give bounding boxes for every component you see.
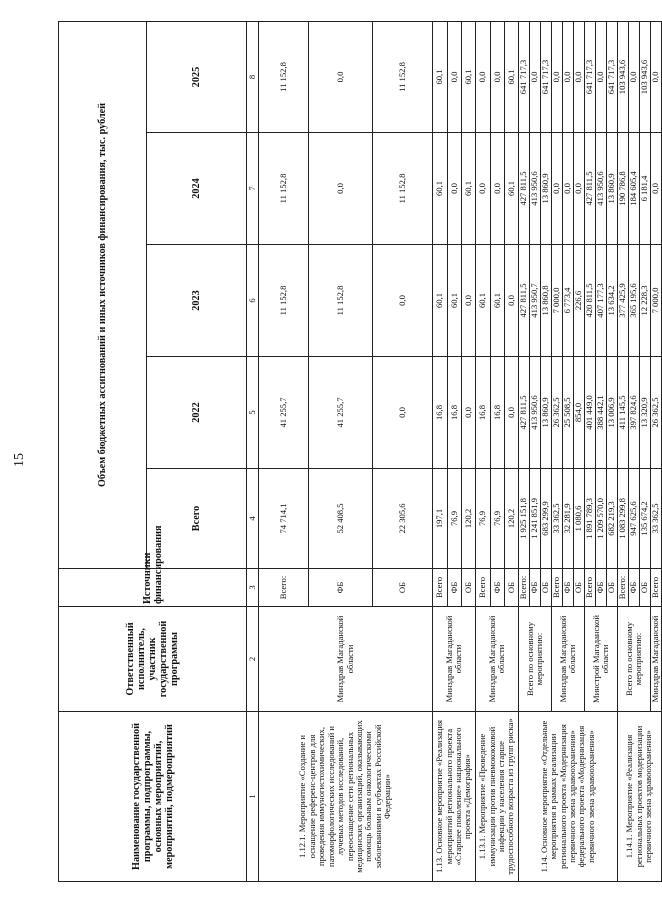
- activity-name: 1.13. Основное мероприятие «Реализация мероприятий регионального проекта «Старшее поколение» национального проекта «Демография»: [433, 712, 476, 882]
- value-cell: 13 860,9: [541, 133, 552, 245]
- funding-source: Всего:: [618, 569, 629, 607]
- value-cell: 60,1: [462, 133, 476, 245]
- col-number: 2: [247, 607, 259, 712]
- header-funding: Объем бюджетных ассигнований и иных источников финансирования, тыс. рублей: [59, 22, 147, 569]
- value-cell: 60,1: [462, 22, 476, 133]
- activity-name: 1.14. Основное мероприятие «Отдельные мероприятия в рамках реализации регионального проекта «Модернизация первичного звена здравоохранения» федерального проекта «Модернизация первичного звена здравоохранения»: [519, 712, 618, 882]
- value-cell: 1 891 789,3: [585, 469, 596, 569]
- value-cell: 11 152,8: [309, 245, 373, 357]
- value-cell: 41 255,7: [259, 357, 309, 469]
- value-cell: 11 152,8: [373, 133, 433, 245]
- value-cell: 0,0: [462, 245, 476, 357]
- value-cell: 0,0: [563, 22, 574, 133]
- value-cell: 427 811,5: [519, 357, 530, 469]
- value-cell: 32 281,9: [563, 469, 574, 569]
- value-cell: 103 943,6: [618, 22, 629, 133]
- value-cell: 413 950,6: [530, 357, 541, 469]
- value-cell: 60,1: [433, 245, 448, 357]
- col-number: 5: [247, 357, 259, 469]
- value-cell: 13 634,2: [607, 245, 618, 357]
- value-cell: 0,0: [448, 133, 462, 245]
- funding-source: ФБ: [309, 569, 373, 607]
- value-cell: 0,0: [373, 245, 433, 357]
- activity-name: 1.12.1. Мероприятие «Создание и оснащение референс-центров для проведения иммуногистохимических, патоморфологических исследований и лучевых методов исследований, переоснащение сети региональных медицинских организаций, оказывающих помощь больным онкологическими заболеваниями в субъектах Российской Федерации»: [259, 712, 433, 882]
- header-year-2024: 2024: [147, 133, 247, 245]
- value-cell: 25 508,5: [563, 357, 574, 469]
- value-cell: 33 362,5: [651, 469, 662, 569]
- funding-source: Всего: [552, 569, 563, 607]
- value-cell: 60,1: [433, 133, 448, 245]
- value-cell: 120,2: [462, 469, 476, 569]
- value-cell: 13 860,8: [541, 245, 552, 357]
- funding-source: Всего:: [519, 569, 530, 607]
- value-cell: 0,0: [552, 22, 563, 133]
- value-cell: 12 228,3: [640, 245, 651, 357]
- value-cell: 641 717,3: [541, 22, 552, 133]
- value-cell: 413 950,6: [530, 133, 541, 245]
- value-cell: 641 717,3: [519, 22, 530, 133]
- value-cell: 26 362,5: [552, 357, 563, 469]
- value-cell: 11 152,8: [259, 22, 309, 133]
- value-cell: 0,0: [563, 133, 574, 245]
- value-cell: 26 362,5: [651, 357, 662, 469]
- funding-source: ОБ: [505, 569, 519, 607]
- value-cell: 7 000,0: [552, 245, 563, 357]
- activity-name: 1.13.1. Мероприятие «Проведение иммунизации против пневмококковой инфекции у населения старше трудоспособного возраста из групп риска»: [476, 712, 519, 882]
- value-cell: 6 181,4: [640, 133, 651, 245]
- funding-source: ФБ: [491, 569, 505, 607]
- value-cell: 13 860,9: [607, 133, 618, 245]
- value-cell: 411 145,5: [618, 357, 629, 469]
- col-number: 7: [247, 133, 259, 245]
- value-cell: 0,0: [574, 133, 585, 245]
- value-cell: 0,0: [574, 22, 585, 133]
- funding-source: ОБ: [574, 569, 585, 607]
- funding-source: Всего: [651, 569, 662, 607]
- executor: Минстрой Магаданской области: [585, 607, 618, 712]
- value-cell: 16,8: [433, 357, 448, 469]
- value-cell: 427 811,5: [585, 133, 596, 245]
- value-cell: 16,8: [491, 357, 505, 469]
- value-cell: 401 449,0: [585, 357, 596, 469]
- value-cell: 0,0: [309, 133, 373, 245]
- col-number: 1: [247, 712, 259, 882]
- funding-source: Всего: [433, 569, 448, 607]
- activity-name: 1.14.1. Мероприятие «Реализация региональных проектов модернизации первичного звена здравоохранения»: [618, 712, 662, 882]
- value-cell: 103 943,6: [640, 22, 651, 133]
- header-year-2023: 2023: [147, 245, 247, 357]
- value-cell: 407 177,3: [596, 245, 607, 357]
- value-cell: 0,0: [309, 22, 373, 133]
- value-cell: 0,0: [651, 22, 662, 133]
- value-cell: 947 625,6: [629, 469, 640, 569]
- value-cell: 365 195,6: [629, 245, 640, 357]
- funding-source: ФБ: [596, 569, 607, 607]
- value-cell: 1 209 570,0: [596, 469, 607, 569]
- funding-source: ОБ: [462, 569, 476, 607]
- value-cell: 0,0: [596, 22, 607, 133]
- col-number: 3: [247, 569, 259, 607]
- funding-source: Всего: [476, 569, 491, 607]
- value-cell: 197,1: [433, 469, 448, 569]
- value-cell: 60,1: [505, 22, 519, 133]
- value-cell: 13 006,9: [607, 357, 618, 469]
- value-cell: 11 152,8: [259, 133, 309, 245]
- value-cell: 33 362,5: [552, 469, 563, 569]
- value-cell: 16,8: [476, 357, 491, 469]
- value-cell: 0,0: [476, 133, 491, 245]
- value-cell: 190 786,8: [618, 133, 629, 245]
- executor: Минздрав Магаданской области: [552, 607, 585, 712]
- value-cell: 1 080,6: [574, 469, 585, 569]
- value-cell: 16,8: [448, 357, 462, 469]
- value-cell: 60,1: [476, 245, 491, 357]
- value-cell: 0,0: [530, 22, 541, 133]
- executor: Минздрав Магаданской области: [476, 607, 519, 712]
- value-cell: 420 811,5: [585, 245, 596, 357]
- col-number: 4: [247, 469, 259, 569]
- value-cell: 22 305,6: [373, 469, 433, 569]
- value-cell: 7 000,0: [651, 245, 662, 357]
- value-cell: 413 950,6: [596, 133, 607, 245]
- value-cell: 0,0: [505, 245, 519, 357]
- funding-source: ФБ: [448, 569, 462, 607]
- value-cell: 854,0: [574, 357, 585, 469]
- value-cell: 13 860,9: [541, 357, 552, 469]
- value-cell: 41 255,7: [309, 357, 373, 469]
- funding-source: ОБ: [373, 569, 433, 607]
- value-cell: 0,0: [373, 357, 433, 469]
- value-cell: 60,1: [433, 22, 448, 133]
- value-cell: 60,1: [491, 245, 505, 357]
- value-cell: 0,0: [491, 22, 505, 133]
- value-cell: 377 425,9: [618, 245, 629, 357]
- value-cell: 641 717,3: [585, 22, 596, 133]
- value-cell: 60,1: [448, 245, 462, 357]
- value-cell: 641 717,3: [607, 22, 618, 133]
- executor: Минздрав Магаданской: [651, 607, 662, 712]
- value-cell: 76,9: [491, 469, 505, 569]
- value-cell: 226,6: [574, 245, 585, 357]
- funding-source: ФБ: [530, 569, 541, 607]
- value-cell: 682 219,3: [607, 469, 618, 569]
- value-cell: 0,0: [448, 22, 462, 133]
- value-cell: 0,0: [491, 133, 505, 245]
- value-cell: 60,1: [505, 133, 519, 245]
- funding-source: Всего:: [259, 569, 309, 607]
- value-cell: 0,0: [476, 22, 491, 133]
- funding-source: ОБ: [541, 569, 552, 607]
- value-cell: 1 925 151,8: [519, 469, 530, 569]
- value-cell: 120,2: [505, 469, 519, 569]
- table-row: [618, 22, 629, 882]
- value-cell: 427 811,5: [519, 133, 530, 245]
- executor: Минздрав Магаданской области: [433, 607, 476, 712]
- funding-source: ФБ: [629, 569, 640, 607]
- page-number: 15: [12, 453, 27, 467]
- value-cell: 0,0: [629, 22, 640, 133]
- funding-source: ОБ: [607, 569, 618, 607]
- value-cell: 74 714,1: [259, 469, 309, 569]
- header-executor: Ответственный исполнитель, участник государственной программы: [59, 607, 247, 712]
- value-cell: 427 811,5: [519, 245, 530, 357]
- executor: Всего по основному мероприятию:: [618, 607, 651, 712]
- value-cell: 413 950,7: [530, 245, 541, 357]
- header-name: Наименование государственной программы, подпрограммы, основных мероприятий, мероприятий, подмероприятий: [59, 712, 247, 882]
- value-cell: 388 442,1: [596, 357, 607, 469]
- value-cell: 76,9: [448, 469, 462, 569]
- value-cell: 52 408,5: [309, 469, 373, 569]
- table-row: [259, 22, 309, 882]
- header-year-total: Всего: [147, 469, 247, 569]
- rotated-table-container: [58, 22, 661, 882]
- value-cell: 0,0: [505, 357, 519, 469]
- col-number: 8: [247, 22, 259, 133]
- header-year-2022: 2022: [147, 357, 247, 469]
- value-cell: 1 083 299,8: [618, 469, 629, 569]
- value-cell: 13 320,9: [640, 357, 651, 469]
- value-cell: 11 152,8: [373, 22, 433, 133]
- executor: Всего по основному мероприятию:: [519, 607, 552, 712]
- value-cell: 11 152,8: [259, 245, 309, 357]
- table-row: [433, 22, 448, 882]
- value-cell: 0,0: [651, 133, 662, 245]
- table-row: [476, 22, 491, 882]
- value-cell: 0,0: [552, 133, 563, 245]
- value-cell: 184 605,4: [629, 133, 640, 245]
- value-cell: 76,9: [476, 469, 491, 569]
- header-year-2025: 2025: [147, 22, 247, 133]
- header-source: Источники финансирования: [59, 569, 247, 607]
- col-number: 6: [247, 245, 259, 357]
- value-cell: 6 773,4: [563, 245, 574, 357]
- funding-source: ОБ: [640, 569, 651, 607]
- value-cell: 0,0: [462, 357, 476, 469]
- value-cell: 397 824,6: [629, 357, 640, 469]
- value-cell: 683 299,9: [541, 469, 552, 569]
- funding-source: Всего: [585, 569, 596, 607]
- funding-table: [58, 21, 662, 882]
- value-cell: 1 241 851,9: [530, 469, 541, 569]
- executor: Минздрав Магаданской области: [259, 607, 433, 712]
- value-cell: 135 674,2: [640, 469, 651, 569]
- table-row: [519, 22, 530, 882]
- funding-source: ФБ: [563, 569, 574, 607]
